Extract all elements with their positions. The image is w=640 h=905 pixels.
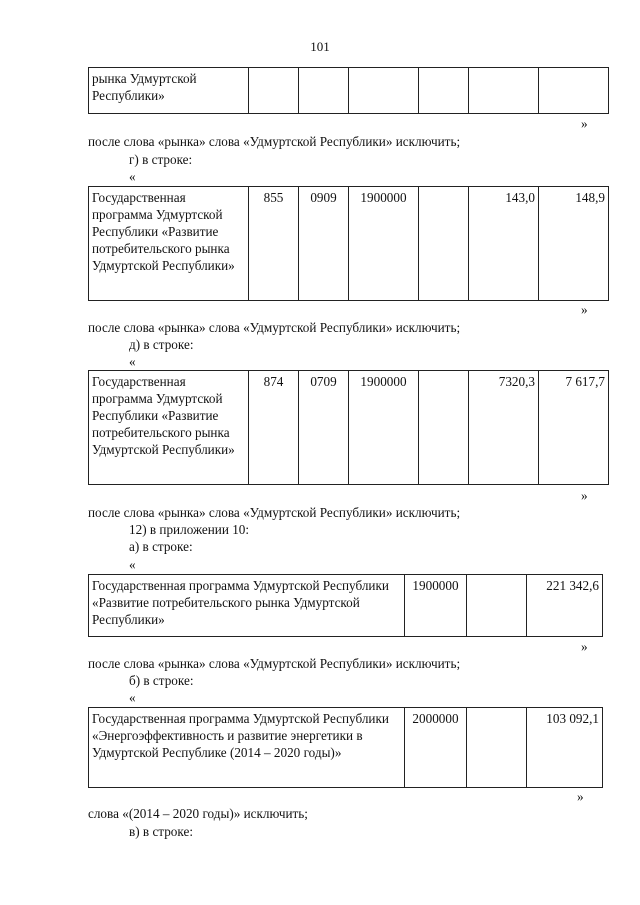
- table-cell: 2000000: [405, 708, 467, 788]
- table-cell: 7320,3: [469, 371, 539, 485]
- table-cell: [249, 68, 299, 114]
- table-cell: Государственная программа Удмуртской Республики «Развитие потребительского рынка Удмуртской Республики»: [89, 575, 405, 637]
- table-cell: 1900000: [349, 371, 419, 485]
- table-cell: 143,0: [469, 187, 539, 301]
- table-cell: 1900000: [349, 187, 419, 301]
- table-row: [89, 371, 609, 485]
- table-cell: 103 092,1: [527, 708, 603, 788]
- subitem-label: б) в строке:: [129, 673, 194, 688]
- opening-quote: «: [129, 557, 136, 572]
- amendment-text: после слова «рынка» слова «Удмуртской Республики» исключить;: [88, 656, 461, 671]
- table-cell: 874: [249, 371, 299, 485]
- table-row: [89, 575, 603, 637]
- closing-quote: »: [581, 116, 588, 131]
- table-cell: [299, 68, 349, 114]
- table-row: [89, 187, 609, 301]
- table-5: [88, 707, 603, 788]
- table-cell: [349, 68, 419, 114]
- table-cell: 855: [249, 187, 299, 301]
- table-cell: рынка Удмуртской Республики»: [89, 68, 249, 114]
- subitem-label: а) в строке:: [129, 539, 193, 554]
- subitem-label: д) в строке:: [129, 337, 194, 352]
- table-cell: 148,9: [539, 187, 609, 301]
- item-label: 12) в приложении 10:: [129, 522, 250, 537]
- table-cell: Государственная программа Удмуртской Республики «Развитие потребительского рынка Удмуртской Республики»: [89, 187, 249, 301]
- closing-quote: »: [581, 639, 588, 654]
- table-row: [89, 708, 603, 788]
- table-cell: 0709: [299, 371, 349, 485]
- table-4: [88, 574, 603, 637]
- subitem-label: в) в строке:: [129, 824, 193, 839]
- closing-quote: »: [581, 488, 588, 503]
- table-2: [88, 186, 609, 301]
- table-cell: [419, 68, 469, 114]
- page-number: 101: [310, 39, 330, 54]
- closing-quote: »: [577, 789, 584, 804]
- table-cell: [469, 68, 539, 114]
- table-cell: 7 617,7: [539, 371, 609, 485]
- opening-quote: «: [129, 169, 136, 184]
- table-cell: [467, 708, 527, 788]
- table-cell: 0909: [299, 187, 349, 301]
- closing-quote: »: [581, 302, 588, 317]
- table-cell: [419, 187, 469, 301]
- table-cell: [419, 371, 469, 485]
- amendment-text: слова «(2014 – 2020 годы)» исключить;: [88, 806, 308, 821]
- table-cell: Государственная программа Удмуртской Республики «Развитие потребительского рынка Удмуртской Республики»: [89, 371, 249, 485]
- amendment-text: после слова «рынка» слова «Удмуртской Республики» исключить;: [88, 134, 461, 149]
- amendment-text: после слова «рынка» слова «Удмуртской Республики» исключить;: [88, 320, 461, 335]
- table-cell: [467, 575, 527, 637]
- table-cell: 221 342,6: [527, 575, 603, 637]
- amendment-text: после слова «рынка» слова «Удмуртской Республики» исключить;: [88, 505, 461, 520]
- table-3: [88, 370, 609, 485]
- table-cell: 1900000: [405, 575, 467, 637]
- opening-quote: «: [129, 354, 136, 369]
- table-cell: Государственная программа Удмуртской Республики «Энергоэффективность и развитие энергетики в Удмуртской Республике (2014 – 2020 годы)»: [89, 708, 405, 788]
- table-cell: [539, 68, 609, 114]
- subitem-label: г) в строке:: [129, 152, 193, 167]
- table-row: [89, 68, 609, 114]
- opening-quote: «: [129, 690, 136, 705]
- table-1: [88, 67, 609, 114]
